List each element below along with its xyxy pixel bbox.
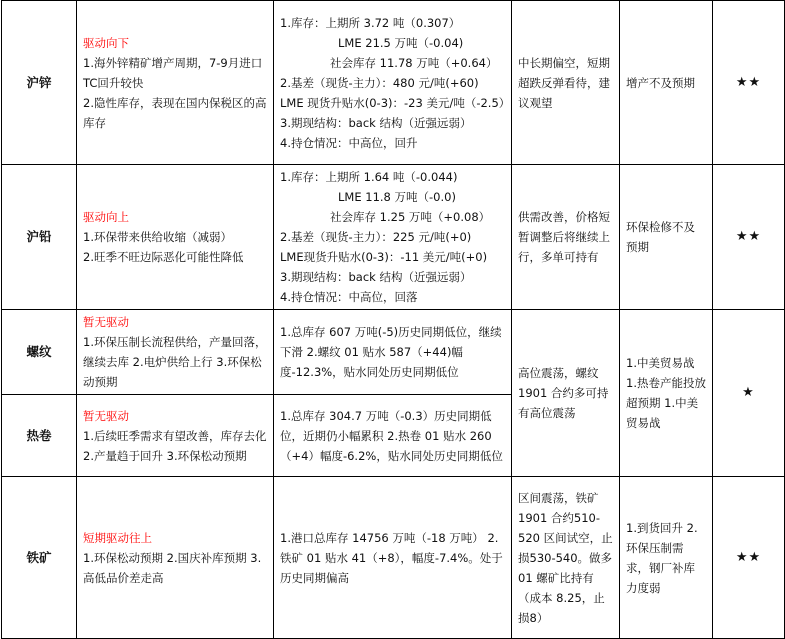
- table-row: [2, 1, 785, 165]
- table-row: [2, 310, 785, 395]
- risk-cell: 环保检修不及预期: [620, 165, 713, 310]
- driver-cell: [77, 395, 274, 477]
- driver-text: 1.海外锌精矿增产周期，7-9月进口TC回升较快: [83, 55, 263, 90]
- data-line: LME 21.5 万吨（-0.04): [338, 35, 464, 50]
- commodity-table: [1, 0, 785, 639]
- data-line: LME现货升贴水(0-3)：-11 美元/吨(+0): [280, 250, 488, 264]
- data-line: 4.持仓情况：中高位，回升: [280, 135, 418, 150]
- driver-label: 暂无驱动: [83, 315, 129, 329]
- data-line: LME 11.8 万吨（-0.0): [338, 190, 456, 204]
- data-cell: 1.总库存 304.7 万吨（-0.3）历史同期低位，近期仍小幅累积 2.热卷 01 贴水 260（+4）幅度-6.2%，贴水同处历史同期低位: [274, 395, 512, 477]
- data-line: 3.期现结构：back 结构（近强远弱）: [280, 270, 472, 284]
- rating-stars: ★: [713, 310, 785, 477]
- view-cell: 区间震荡，铁矿1901 合约510-520 区间试空，止损530-540。做多01 螺矿比持有（成本 8.25，止损8）: [512, 477, 620, 639]
- data-line: 4.持仓情况：中高位，回落: [280, 290, 418, 304]
- data-line: 1.库存：上期所 3.72 吨（0.307）: [280, 15, 461, 30]
- commodity-name: 沪铅: [2, 165, 77, 310]
- risk-cell: 1.到货回升 2.环保压制需求，钢厂补库力度弱: [620, 477, 713, 639]
- commodity-name: 铁矿: [2, 477, 77, 639]
- steel-risk-cell: 1.中美贸易战 1.热卷产能投放超预期 1.中美贸易战: [620, 310, 713, 477]
- driver-label: 暂无驱动: [83, 408, 129, 423]
- driver-label: 驱动向上: [83, 210, 129, 224]
- driver-text: 2.隐性库存，表现在国内保税区的高库存: [83, 95, 267, 130]
- data-cell: [274, 165, 512, 310]
- driver-cell: [77, 1, 274, 165]
- rating-stars: ★★: [713, 477, 785, 639]
- commodity-name: 螺纹: [2, 310, 77, 395]
- driver-text: 1.后续旺季需求有望改善，库存去化 2.产量趋于回升 3.环保松动预期: [83, 428, 267, 463]
- steel-view-cell: 高位震荡，螺纹1901 合约多可持有高位震荡: [512, 310, 620, 477]
- rating-stars: ★★: [713, 1, 785, 165]
- commodity-name: 沪锌: [2, 1, 77, 165]
- view-cell: 供需改善，价格短暂调整后将继续上行，多单可持有: [512, 165, 620, 310]
- driver-cell: [77, 165, 274, 310]
- driver-cell: [77, 477, 274, 639]
- data-line: 2.基差（现货-主力）：480 元/吨(+60): [280, 75, 479, 90]
- driver-label: 短期驱动往上: [83, 530, 152, 545]
- data-line: 3.期现结构：back 结构（近强远弱）: [280, 115, 472, 130]
- data-cell: [274, 1, 512, 165]
- table-row: [2, 477, 785, 639]
- driver-label: 驱动向下: [83, 35, 129, 50]
- data-line: 社会库存 1.25 万吨（+0.08）: [330, 210, 491, 224]
- data-line: LME 现货升贴水(0-3)：-23 美元/吨（-2.5）: [280, 95, 511, 110]
- data-cell: 1.港口总库存 14756 万吨（-18 万吨） 2.铁矿 01 贴水 41（+8），幅度-7.4%。处于历史同期偏高: [274, 477, 512, 639]
- driver-text: 1.环保压制长流程供给，产量回落，继续去库 2.电炉供给上行 3.环保松动预期: [83, 335, 267, 389]
- risk-cell: 增产不及预期: [620, 1, 713, 165]
- driver-text: 2.旺季不旺边际恶化可能性降低: [83, 250, 244, 264]
- table-row: [2, 165, 785, 310]
- driver-text: 1.环保松动预期 2.国庆补库预期 3.高低品价差走高: [83, 550, 262, 585]
- rating-stars: ★★: [713, 165, 785, 310]
- data-line: 2.基差（现货-主力）：225 元/吨(+0): [280, 230, 472, 244]
- driver-text: 1.环保带来供给收缩（减弱）: [83, 230, 232, 244]
- driver-cell: [77, 310, 274, 395]
- data-line: 1.库存：上期所 1.64 吨（-0.044): [280, 170, 458, 184]
- data-line: 社会库存 11.78 万吨（+0.64）: [330, 55, 498, 70]
- data-cell: 1.总库存 607 万吨(-5)历史同期低位，继续下滑 2.螺纹 01 贴水 587（+44)幅度-12.3%，贴水同处历史同期低位: [274, 310, 512, 395]
- commodity-name: 热卷: [2, 395, 77, 477]
- view-cell: 中长期偏空，短期超跌反弹看待，建议观望: [512, 1, 620, 165]
